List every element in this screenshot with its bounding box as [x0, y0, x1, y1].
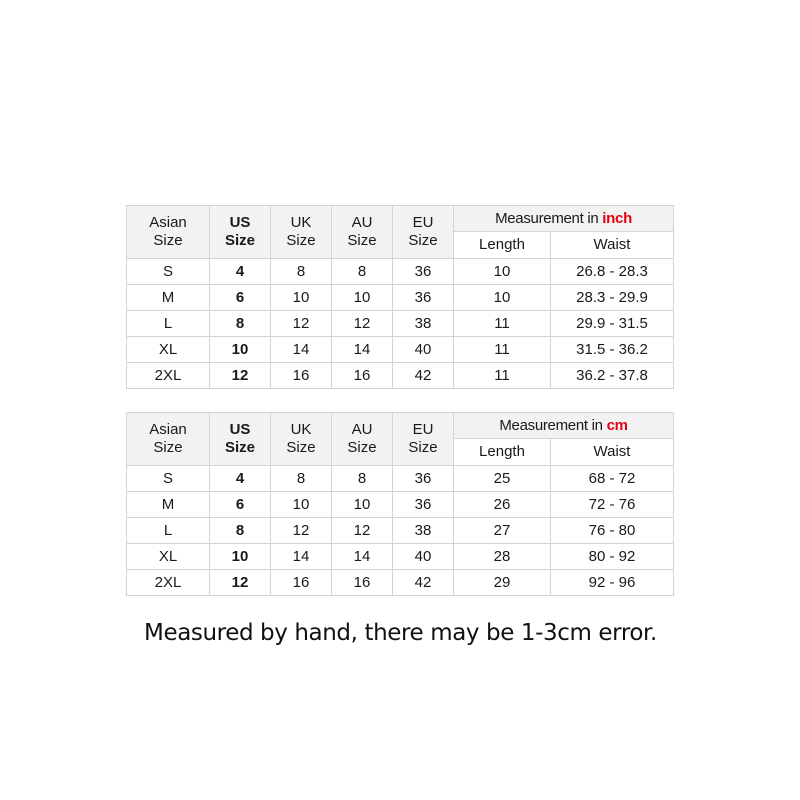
eu-size-cell: 38 [393, 518, 454, 544]
us-size-header: US Size [210, 206, 271, 259]
us-size-cell: 12 [210, 570, 271, 596]
uk-size-header: UK Size [271, 206, 332, 259]
au-size-cell: 10 [332, 492, 393, 518]
table-row [127, 337, 674, 363]
asian-size-cell: 2XL [127, 363, 210, 389]
length-header: Length [454, 439, 551, 466]
length-cell: 11 [454, 363, 551, 389]
au-size-cell: 16 [332, 570, 393, 596]
length-cell: 26 [454, 492, 551, 518]
us-size-cell: 12 [210, 363, 271, 389]
au-size-cell: 10 [332, 285, 393, 311]
measurement-header: Measurement in cm [454, 413, 674, 439]
eu-size-cell: 40 [393, 544, 454, 570]
header-row [127, 206, 674, 232]
waist-cell: 28.3 - 29.9 [551, 285, 674, 311]
table-row [127, 363, 674, 389]
eu-size-cell: 42 [393, 363, 454, 389]
table-row [127, 544, 674, 570]
eu-size-header: EU Size [393, 206, 454, 259]
asian-size-cell: L [127, 311, 210, 337]
waist-cell: 92 - 96 [551, 570, 674, 596]
eu-size-cell: 36 [393, 492, 454, 518]
uk-size-cell: 10 [271, 285, 332, 311]
uk-size-cell: 12 [271, 518, 332, 544]
waist-cell: 68 - 72 [551, 466, 674, 492]
length-cell: 11 [454, 311, 551, 337]
us-size-cell: 4 [210, 259, 271, 285]
eu-size-cell: 36 [393, 285, 454, 311]
table-row [127, 466, 674, 492]
us-size-cell: 8 [210, 311, 271, 337]
uk-size-cell: 8 [271, 466, 332, 492]
eu-size-header: EU Size [393, 413, 454, 466]
asian-size-cell: M [127, 285, 210, 311]
uk-size-cell: 8 [271, 259, 332, 285]
length-cell: 10 [454, 285, 551, 311]
waist-cell: 26.8 - 28.3 [551, 259, 674, 285]
asian-size-cell: L [127, 518, 210, 544]
length-cell: 10 [454, 259, 551, 285]
table-row [127, 259, 674, 285]
us-size-cell: 10 [210, 544, 271, 570]
au-size-cell: 8 [332, 259, 393, 285]
header-row [127, 413, 674, 439]
table-row [127, 285, 674, 311]
eu-size-cell: 36 [393, 259, 454, 285]
waist-cell: 31.5 - 36.2 [551, 337, 674, 363]
size-table-cm [126, 412, 674, 596]
au-size-header: AU Size [332, 206, 393, 259]
uk-size-header: UK Size [271, 413, 332, 466]
waist-cell: 76 - 80 [551, 518, 674, 544]
us-size-header: US Size [210, 413, 271, 466]
measurement-note: Measured by hand, there may be 1-3cm error. [144, 620, 657, 646]
waist-header: Waist [551, 439, 674, 466]
asian-size-cell: XL [127, 337, 210, 363]
size-table-inch [126, 205, 674, 389]
uk-size-cell: 16 [271, 570, 332, 596]
waist-header: Waist [551, 232, 674, 259]
length-cell: 29 [454, 570, 551, 596]
eu-size-cell: 40 [393, 337, 454, 363]
waist-cell: 36.2 - 37.8 [551, 363, 674, 389]
unit-label: cm [606, 416, 628, 434]
uk-size-cell: 14 [271, 544, 332, 570]
measurement-header: Measurement in inch [454, 206, 674, 232]
us-size-cell: 10 [210, 337, 271, 363]
uk-size-cell: 16 [271, 363, 332, 389]
eu-size-cell: 38 [393, 311, 454, 337]
length-header: Length [454, 232, 551, 259]
length-cell: 28 [454, 544, 551, 570]
table-row [127, 518, 674, 544]
us-size-cell: 6 [210, 285, 271, 311]
us-size-cell: 8 [210, 518, 271, 544]
asian-size-cell: S [127, 466, 210, 492]
asian-size-cell: 2XL [127, 570, 210, 596]
asian-size-header: Asian Size [127, 413, 210, 466]
waist-cell: 72 - 76 [551, 492, 674, 518]
eu-size-cell: 36 [393, 466, 454, 492]
us-size-cell: 4 [210, 466, 271, 492]
table-row [127, 570, 674, 596]
table-row [127, 311, 674, 337]
au-size-header: AU Size [332, 413, 393, 466]
uk-size-cell: 12 [271, 311, 332, 337]
au-size-cell: 16 [332, 363, 393, 389]
length-cell: 11 [454, 337, 551, 363]
asian-size-cell: S [127, 259, 210, 285]
waist-cell: 29.9 - 31.5 [551, 311, 674, 337]
au-size-cell: 14 [332, 337, 393, 363]
uk-size-cell: 14 [271, 337, 332, 363]
asian-size-cell: XL [127, 544, 210, 570]
waist-cell: 80 - 92 [551, 544, 674, 570]
au-size-cell: 12 [332, 311, 393, 337]
asian-size-header: Asian Size [127, 206, 210, 259]
au-size-cell: 14 [332, 544, 393, 570]
us-size-cell: 6 [210, 492, 271, 518]
eu-size-cell: 42 [393, 570, 454, 596]
au-size-cell: 8 [332, 466, 393, 492]
table-row [127, 492, 674, 518]
au-size-cell: 12 [332, 518, 393, 544]
uk-size-cell: 10 [271, 492, 332, 518]
length-cell: 27 [454, 518, 551, 544]
unit-label: inch [602, 209, 632, 227]
length-cell: 25 [454, 466, 551, 492]
asian-size-cell: M [127, 492, 210, 518]
